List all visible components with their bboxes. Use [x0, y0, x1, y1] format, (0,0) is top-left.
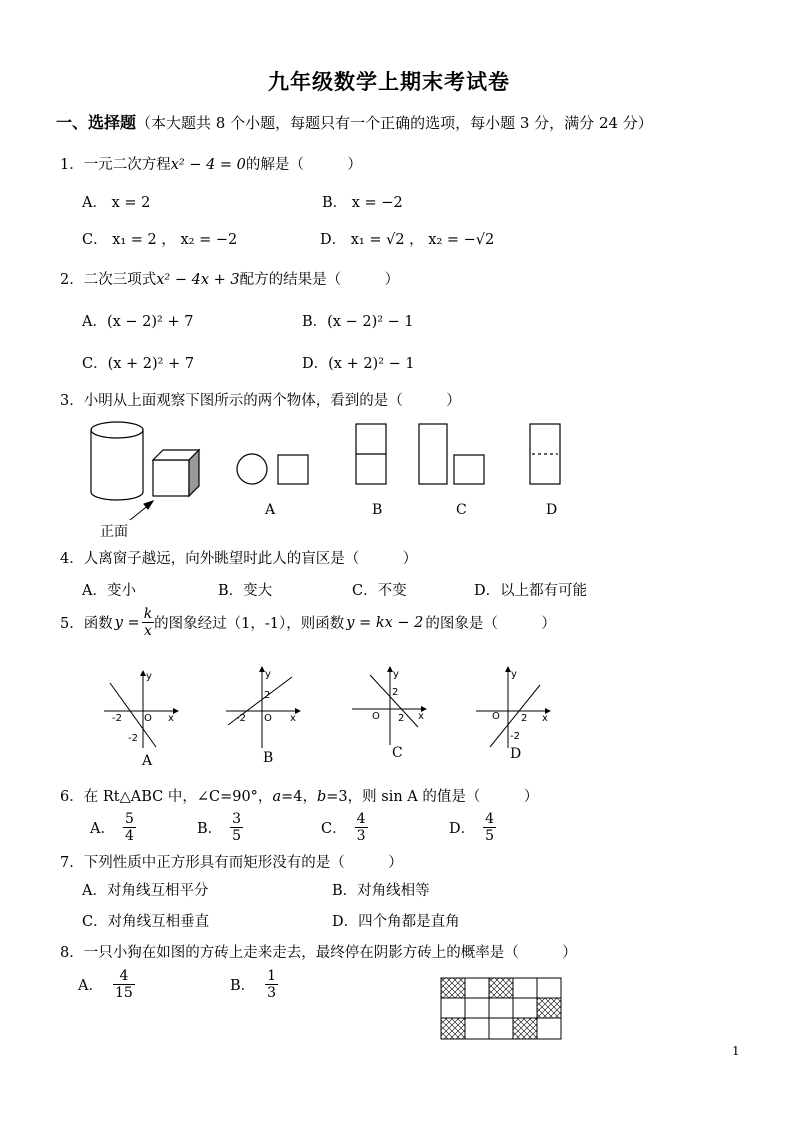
- graph-d-x: x: [542, 713, 548, 724]
- q3-label-c[interactable]: C: [456, 502, 467, 518]
- q3-view-b: [356, 424, 386, 484]
- q3-number: 3．: [60, 393, 84, 409]
- q8-number: 8．: [60, 945, 84, 961]
- front-arrow: [130, 501, 153, 520]
- tile: [537, 978, 561, 998]
- q7-option-c[interactable]: C．对角线互相垂直: [82, 914, 210, 930]
- q6-b-num: 3: [232, 811, 242, 827]
- q5-number: 5．: [60, 616, 84, 633]
- graph-d-y: y: [511, 669, 517, 680]
- graph-b-tick1: 2: [264, 690, 271, 701]
- graph-a-tick2: -2: [128, 733, 138, 744]
- graph-c-tick2: 2: [398, 713, 405, 724]
- graph-c: [352, 667, 426, 745]
- q6-c-frac: [355, 811, 368, 844]
- q5-y-eq: y =: [114, 614, 140, 631]
- cube-shape: [153, 450, 199, 496]
- question-3: [60, 389, 461, 410]
- tile-grid: [440, 977, 564, 1041]
- q6-a-letter: A．: [90, 821, 115, 838]
- q5-stem-mid: 的图象经过（1，-1），则函数: [154, 616, 345, 633]
- q8-b-frac: [265, 968, 278, 1001]
- tile: [489, 1018, 513, 1039]
- q6-option-a[interactable]: [90, 811, 136, 844]
- graph-b-y: y: [265, 669, 271, 680]
- q7-number: 7．: [60, 855, 84, 871]
- q8-stem: 一只小狗在如图的方砖上走来走去，最终停在阴影方砖上的概率是（ ）: [83, 945, 577, 961]
- tile: [513, 978, 537, 998]
- q7-option-b[interactable]: B．对角线相等: [332, 883, 430, 899]
- q6-b-var: b: [316, 789, 327, 805]
- q6-a-frac: [123, 811, 136, 844]
- section-note: （本大题共 8 个小题，每题只有一个正确的选项，每小题 3 分，满分 24 分）: [136, 114, 653, 132]
- q6-option-b[interactable]: [197, 811, 243, 844]
- q6-a-den: 4: [124, 828, 134, 845]
- q7-stem: 下列性质中正方形具有而矩形没有的是（ ）: [83, 855, 403, 871]
- graph-d-tick2: -2: [510, 731, 520, 742]
- q6-b-den: 5: [232, 828, 242, 845]
- q6-number: 6．: [60, 789, 84, 805]
- page-number: 1: [732, 1044, 740, 1058]
- q5-graphs: [100, 663, 560, 761]
- q3-view-a: [237, 454, 308, 484]
- q2-number: 2．: [60, 272, 84, 288]
- q8-option-b[interactable]: [230, 968, 278, 1001]
- q4-option-c[interactable]: C．不变: [352, 583, 407, 599]
- graph-b: [226, 667, 300, 748]
- q6-option-d[interactable]: [449, 811, 496, 844]
- tile-shaded: [441, 978, 465, 998]
- graph-a-x: x: [168, 713, 174, 724]
- cylinder-shape: [91, 422, 143, 500]
- q6-c-num: 4: [356, 811, 366, 827]
- q3-label-b[interactable]: B: [372, 502, 383, 518]
- q5-label-c[interactable]: C: [392, 745, 403, 761]
- tile-shaded: [537, 998, 561, 1018]
- q2-stem-post: 配方的结果是（ ）: [239, 272, 400, 288]
- q6-a-num: 5: [124, 811, 134, 827]
- q6-stem-pre: 在 Rt△ABC 中，∠C=90°，: [83, 789, 273, 805]
- page-title: 九年级数学上期末考试卷: [268, 69, 510, 94]
- graph-c-o: O: [372, 711, 380, 722]
- q8-b-den: 3: [267, 985, 277, 1002]
- q2-option-d[interactable]: D．(x + 2)² − 1: [302, 356, 415, 372]
- graph-b-tick2: -2: [236, 713, 246, 724]
- q4-option-d[interactable]: D．以上都有可能: [474, 583, 588, 599]
- q6-b-frac: [230, 811, 243, 844]
- q1-stem-pre: 一元二次方程: [83, 157, 171, 173]
- q2-option-a[interactable]: A．(x − 2)² + 7: [82, 314, 194, 330]
- q5-stem-pre: 函数: [83, 616, 113, 633]
- q6-c-den: 3: [356, 828, 366, 845]
- front-label: 正面: [100, 524, 128, 540]
- q2-option-b[interactable]: B．(x − 2)² − 1: [302, 314, 414, 330]
- q5-fraction: [142, 606, 154, 639]
- q7-option-d[interactable]: D．四个角都是直角: [332, 914, 460, 930]
- question-7: [60, 851, 403, 872]
- q3-view-c: [419, 424, 484, 484]
- tile-shaded: [513, 1018, 537, 1039]
- section-title: 一、选择题: [56, 113, 137, 132]
- q1-stem-post: 的解是（ ）: [245, 157, 362, 173]
- tile: [465, 998, 489, 1018]
- graph-a-tick1: -2: [112, 713, 122, 724]
- graph-c-y: y: [393, 669, 399, 680]
- graph-a-y: y: [146, 671, 152, 682]
- graph-b-x: x: [290, 713, 296, 724]
- q3-label-a[interactable]: A: [265, 502, 276, 518]
- q6-a-val: =4，: [281, 789, 317, 805]
- q5-frac-den: x: [143, 623, 152, 640]
- q1-equation: x² − 4 = 0: [170, 157, 246, 173]
- section-heading: [56, 110, 653, 133]
- question-5: [60, 606, 556, 639]
- q3-label-d[interactable]: D: [546, 502, 558, 518]
- q1-number: 1．: [60, 157, 84, 173]
- q1-option-b[interactable]: B． x = −2: [322, 195, 403, 211]
- q3-view-d: [530, 424, 560, 484]
- q6-d-frac: [483, 811, 496, 844]
- q5-stem-post: 的图象是（ ）: [425, 616, 556, 633]
- graph-c-x: x: [418, 711, 424, 722]
- question-6: [60, 785, 538, 806]
- q4-option-b[interactable]: B．变大: [218, 583, 273, 599]
- q8-a-frac: [113, 968, 135, 1001]
- q3-stem: 小明从上面观察下图所示的两个物体，看到的是（ ）: [83, 393, 461, 409]
- q1-option-c[interactable]: C． x₁ = 2 ， x₂ = −2: [82, 232, 238, 248]
- q5-frac-num: k: [143, 606, 153, 622]
- q6-d-letter: D．: [449, 821, 476, 838]
- q6-d-den: 5: [485, 828, 495, 845]
- q2-option-c[interactable]: C．(x + 2)² + 7: [82, 356, 195, 372]
- q4-stem: 人离窗子越远，向外眺望时此人的盲区是（ ）: [83, 551, 418, 567]
- q8-b-letter: B．: [230, 978, 256, 995]
- q8-a-den: 15: [114, 985, 133, 1002]
- q1-option-d[interactable]: D． x₁ = √2 ， x₂ = −√2: [320, 232, 495, 248]
- question-1: [60, 153, 362, 174]
- q5-label-b[interactable]: B: [263, 750, 274, 766]
- q8-option-a[interactable]: [78, 968, 135, 1001]
- q6-c-letter: C．: [321, 821, 347, 838]
- q6-option-c[interactable]: [321, 811, 368, 844]
- q7-option-a[interactable]: A．对角线互相平分: [82, 883, 209, 899]
- tile-shaded: [441, 1018, 465, 1039]
- tile: [465, 978, 489, 998]
- graph-d-tick1: 2: [521, 713, 528, 724]
- q6-b-val: =3，则 sin A 的值是（ ）: [326, 789, 539, 805]
- tile: [441, 998, 465, 1018]
- question-4: [60, 547, 417, 568]
- graph-b-o: O: [264, 713, 272, 724]
- q4-number: 4．: [60, 551, 84, 567]
- question-2: [60, 268, 399, 289]
- q6-d-num: 4: [485, 811, 495, 827]
- q5-label-d[interactable]: D: [510, 746, 522, 762]
- q8-a-letter: A．: [78, 978, 103, 995]
- graph-a-o: O: [144, 713, 152, 724]
- tile: [537, 1018, 561, 1039]
- q6-b-letter: B．: [197, 821, 223, 838]
- q5-expression: y = kx − 2: [346, 614, 424, 631]
- tile: [465, 1018, 489, 1039]
- tile: [489, 998, 513, 1018]
- graph-a: [104, 671, 178, 748]
- q6-a-var: a: [272, 789, 282, 805]
- question-8: [60, 941, 577, 962]
- tile: [513, 998, 537, 1018]
- q1-option-a[interactable]: A． x = 2: [82, 195, 151, 211]
- q2-stem-pre: 二次三项式: [83, 272, 157, 288]
- q4-option-a[interactable]: A．变小: [82, 583, 136, 599]
- graph-d-o: O: [492, 711, 500, 722]
- tile-shaded: [489, 978, 513, 998]
- q5-label-a[interactable]: A: [142, 753, 153, 769]
- q2-expression: x² − 4x + 3: [156, 272, 240, 288]
- graph-c-tick1: 2: [392, 687, 399, 698]
- q3-figure: [80, 418, 580, 540]
- q8-b-num: 1: [267, 968, 277, 984]
- q8-a-num: 4: [113, 968, 135, 985]
